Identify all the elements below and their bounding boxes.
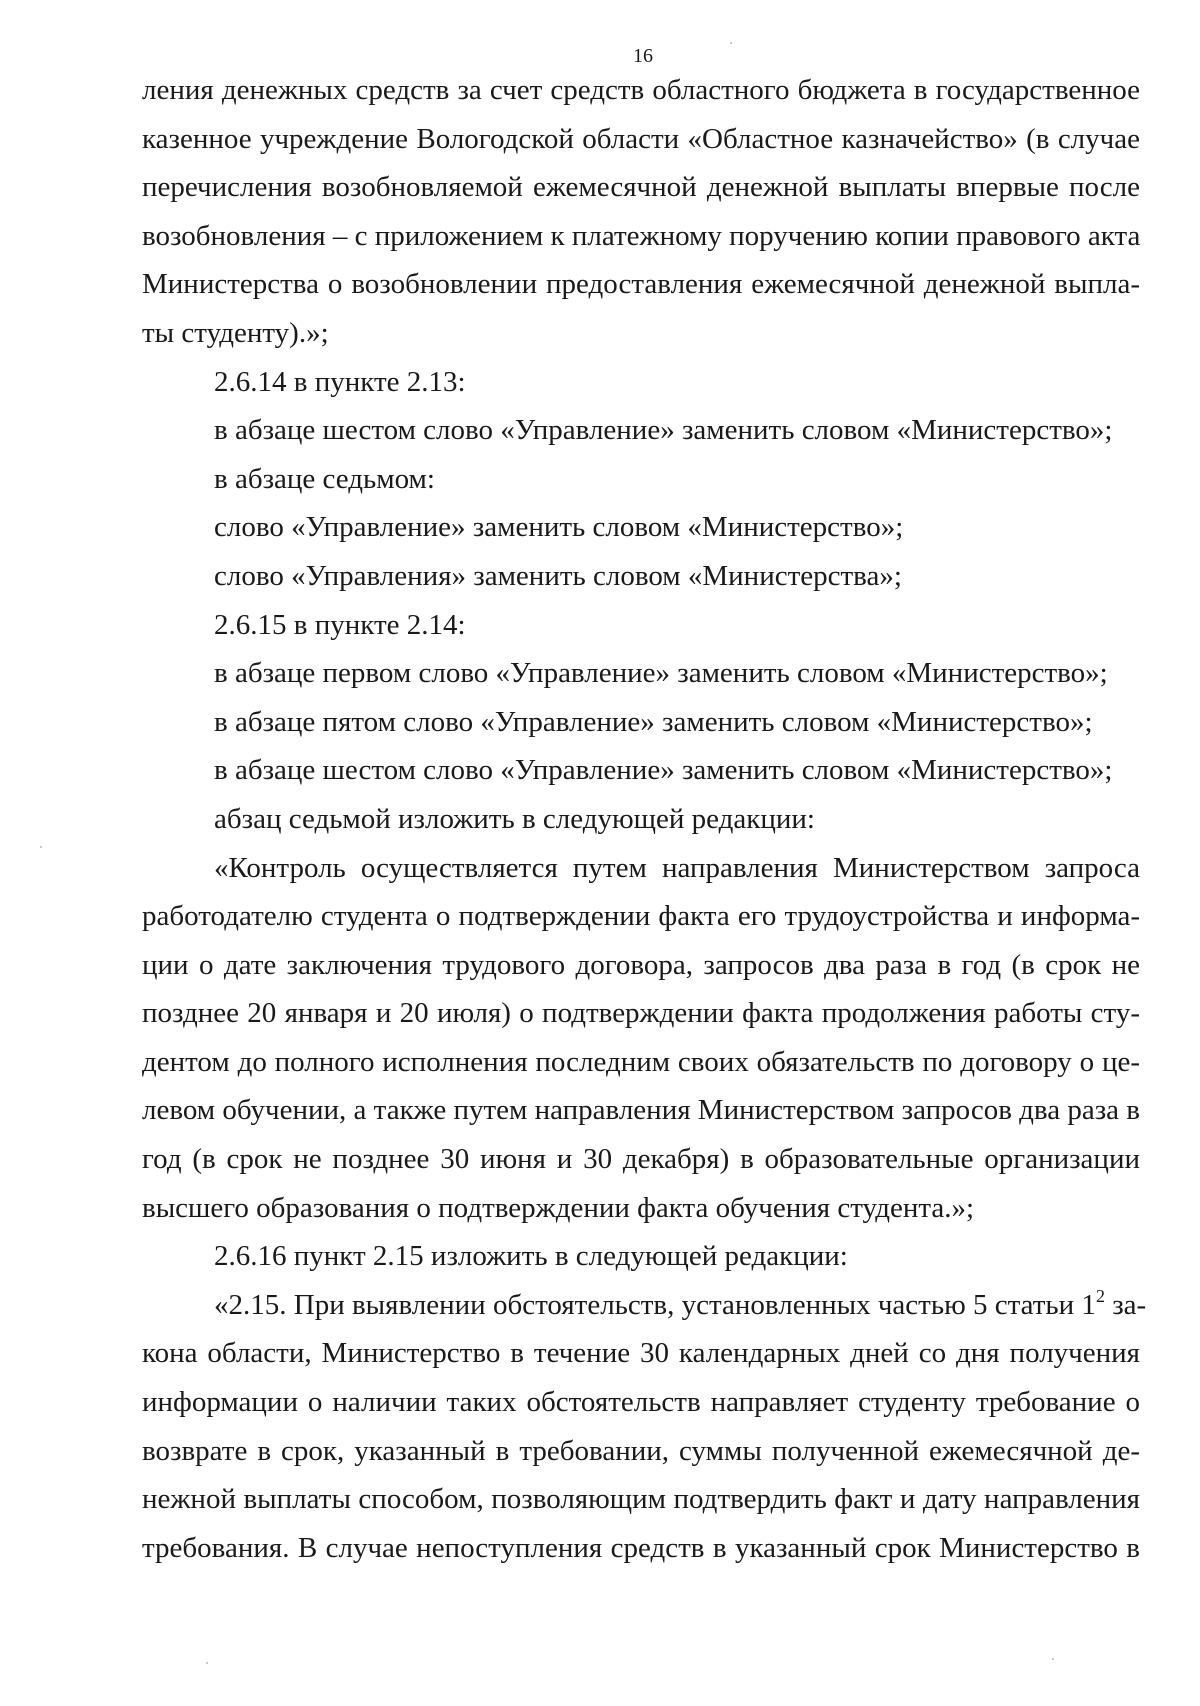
text-line: ции о дате заключения трудового договора, запросов два раза в год (в срок не xyxy=(142,948,1140,981)
text-line: 2.6.14 в пункте 2.13: xyxy=(214,365,466,398)
text-line: ты студенту).»; xyxy=(142,316,329,349)
text-line: слово «Управление» заменить словом «Министерство»; xyxy=(214,511,904,544)
text-line: 2.6.15 в пункте 2.14: xyxy=(214,608,466,641)
text-line: нежной выплаты способом, позволяющим подтвердить факт и дату направления xyxy=(142,1483,1140,1516)
text-line: казенное учреждение Вологодской области «Областное казначейство» (в случае xyxy=(142,122,1140,155)
scan-speck xyxy=(1052,1658,1054,1660)
text-line: в абзаце пятом слово «Управление» заменить словом «Министерство»; xyxy=(214,705,1093,738)
superscript: 2 xyxy=(1095,1285,1105,1306)
text-line: ления денежных средств за счет средств областного бюджета в государственное xyxy=(142,74,1140,106)
text-line: слово «Управления» заменить словом «Министерства»; xyxy=(214,559,902,592)
text-line: возобновления – с приложением к платежному поручению копии правового акта xyxy=(142,219,1141,252)
text-line: в абзаце шестом слово «Управление» заменить словом «Министерство»; xyxy=(214,414,1113,447)
text-line: возврате в срок, указанный в требовании, суммы полученной ежемесячной де- xyxy=(142,1434,1140,1467)
text-line: Министерства о возобновлении предоставления ежемесячной денежной выпла- xyxy=(142,268,1140,301)
text-line: 2.6.16 пункт 2.15 изложить в следующей редакции: xyxy=(214,1240,848,1273)
text-line: кона области, Министерство в течение 30 календарных дней со дня получения xyxy=(142,1337,1140,1370)
text-segment: за- xyxy=(1104,1288,1147,1321)
text-segment: «2.15. При выявлении обстоятельств, установленных частью 5 статьи 1 xyxy=(214,1288,1096,1321)
text-line: перечисления возобновляемой ежемесячной денежной выплаты впервые после xyxy=(142,171,1140,204)
text-line: «Контроль осуществляется путем направления Министерством запроса xyxy=(214,851,1140,884)
text-line: абзац седьмой изложить в следующей редакции: xyxy=(214,802,815,835)
text-line: информации о наличии таких обстоятельств направляет студенту требование о xyxy=(142,1386,1140,1419)
text-line: левом обучении, а также путем направления Министерством запросов два раза в xyxy=(142,1094,1140,1127)
text-line: год (в срок не позднее 30 июня и 30 декабря) в образовательные организации xyxy=(142,1143,1140,1176)
text-line: в абзаце седьмом: xyxy=(214,462,435,495)
page-number: 16 xyxy=(633,45,653,67)
text-line: работодателю студента о подтверждении факта его трудоустройства и информа- xyxy=(142,900,1140,933)
scan-speck xyxy=(206,1662,208,1664)
text-line: позднее 20 января и 20 июля) о подтверждении факта продолжения работы сту- xyxy=(142,997,1140,1030)
text-line: в абзаце первом слово «Управление» заменить словом «Министерство»; xyxy=(214,657,1108,690)
document-body xyxy=(142,66,1147,1572)
scan-speck xyxy=(40,846,42,848)
text-line: в абзаце шестом слово «Управление» заменить словом «Министерство»; xyxy=(214,754,1113,787)
scan-speck xyxy=(730,42,732,44)
text-line: требования. В случае непоступления средств в указанный срок Министерство в xyxy=(142,1531,1140,1564)
text-line-with-superscript xyxy=(142,1281,1147,1330)
text-line: дентом до полного исполнения последним своих обязательств по договору о це- xyxy=(142,1045,1140,1078)
text-line: высшего образования о подтверждении факта обучения студента.»; xyxy=(142,1191,975,1224)
